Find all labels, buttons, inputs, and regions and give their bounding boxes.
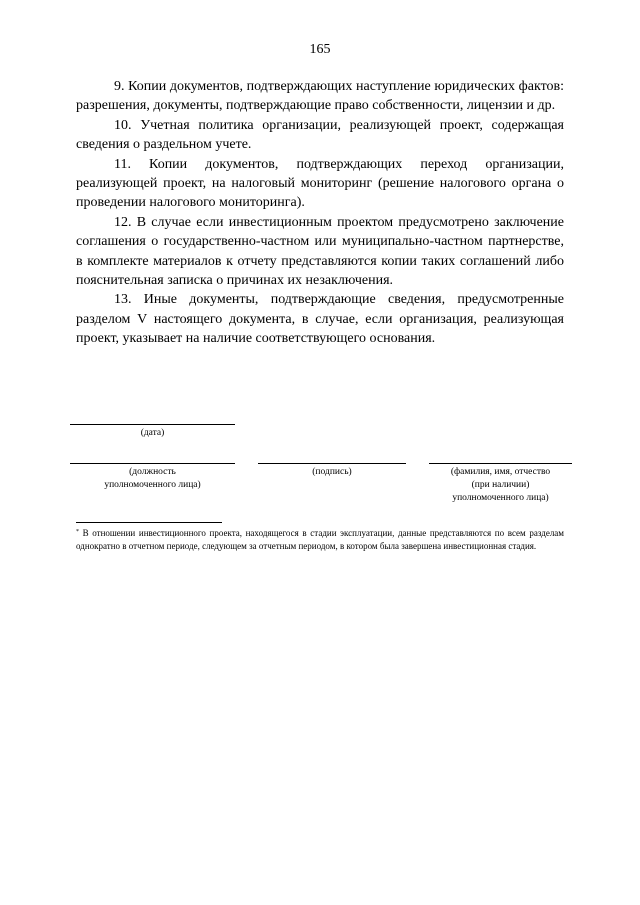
name-label: (фамилия, имя, отчество (при наличии) уполномоченного лица) [450, 467, 551, 503]
date-line [70, 424, 235, 425]
paragraph-12: 12. В случае если инвестиционным проектом предусмотрено заключение соглашения о государственно-частном или муниципально-частном партнерстве, в комплекте материалов к отчету представляются копии таких соглашений либо пояснительная записка о причинах их незаключения. [76, 214, 564, 289]
footnote-marker: * [76, 529, 79, 535]
footnote [76, 527, 564, 553]
name-line [429, 463, 572, 464]
position-line [70, 463, 235, 464]
date-label: (дата) [140, 428, 165, 438]
signature-line [258, 463, 406, 464]
footnote-rule [76, 522, 222, 523]
footnote-text: В отношении инвестиционного проекта, находящегося в стадии эксплуатации, данные представляются по всем разделам однократно в отчетном периоде, следующем за отчетным периодом, в котором была завершена инвестиционная стадия. [76, 528, 564, 551]
page-number: 165 [309, 42, 331, 57]
position-label: (должность уполномоченного лица) [104, 467, 201, 490]
paragraph-11: 11. Копии документов, подтверждающих переход организации, реализующей проект, на налоговый мониторинг (решение налогового органа о проведении налогового мониторинга). [76, 156, 564, 211]
signature-label: (подпись) [312, 467, 352, 477]
document-body [76, 77, 564, 349]
paragraph-9: 9. Копии документов, подтверждающих наступление юридических фактов: разрешения, документы, подтверждающие право собственности, лицензии и др. [76, 79, 564, 114]
paragraph-13: 13. Иные документы, подтверждающие сведения, предусмотренные разделом V настоящего документа, в случае, если организация, реализующая проект, указывает на наличие соответствующего основания. [76, 292, 564, 347]
paragraph-10: 10. Учетная политика организации, реализующей проект, содержащая сведения о раздельном учете. [76, 117, 564, 153]
